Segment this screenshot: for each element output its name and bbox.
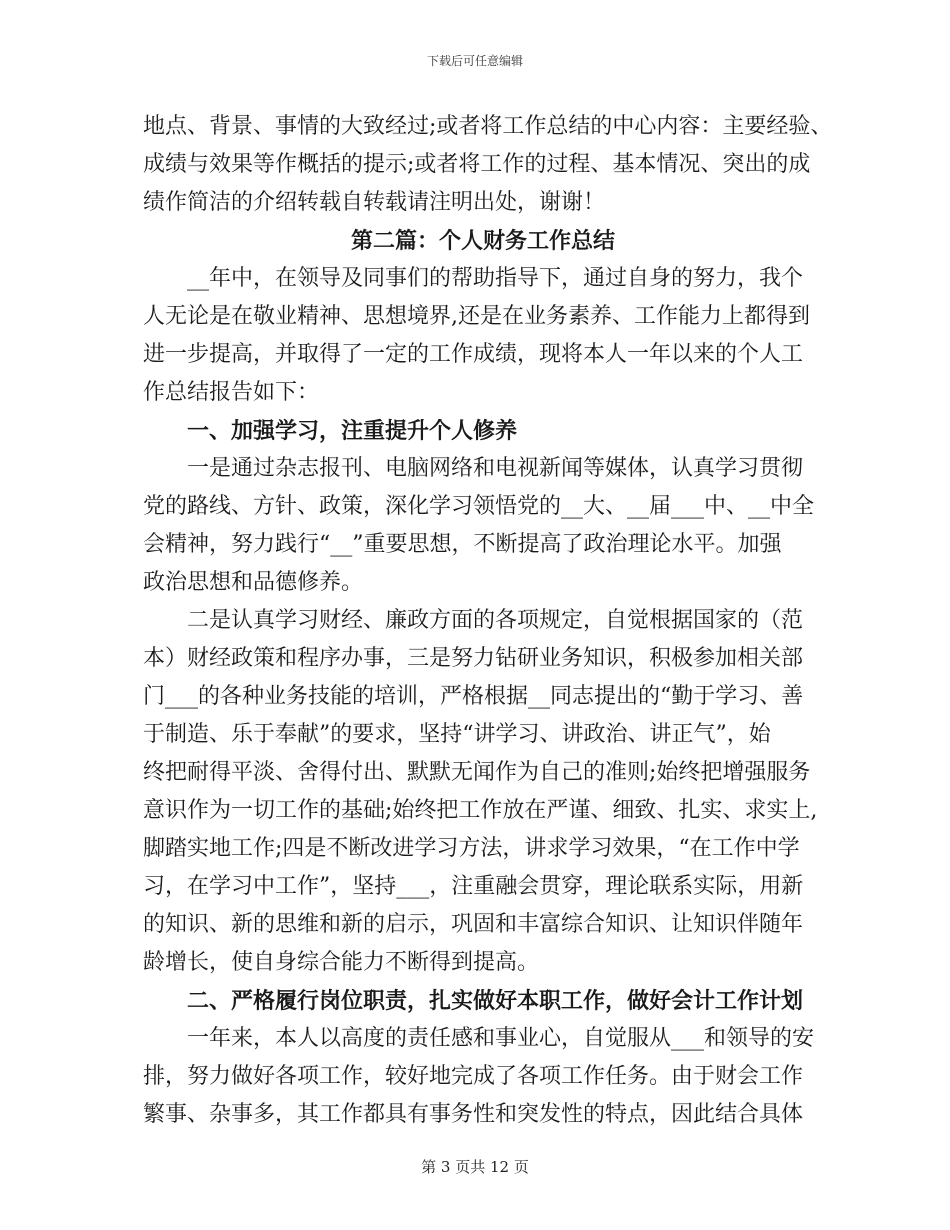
paragraph-line: 党的路线、方针、政策，深化学习领悟党的__大、__届___中、__中全 xyxy=(143,494,815,519)
paragraph-line: 龄增长，使自身综合能力不断得到提高。 xyxy=(143,950,540,975)
page-header: 下载后可任意编辑 xyxy=(426,54,523,68)
paragraph-line: 会精神，努力践行“__”重要思想，不断提高了政治理论水平。加强 xyxy=(143,532,782,557)
subsection-heading: 二、严格履行岗位职责，扎实做好本职工作，做好会计工作计划 xyxy=(187,988,804,1014)
paragraph-line: 一年来，本人以高度的责任感和事业心，自觉服从___和领导的安 xyxy=(187,1026,815,1051)
paragraph-line: 意识作为一切工作的基础;始终把工作放在严谨、细致、扎实、求实上, xyxy=(143,798,818,823)
paragraph-line: 人无论是在敬业精神、思想境界,还是在业务素养、工作能力上都得到 xyxy=(143,304,810,329)
paragraph-line: 排，努力做好各项工作，较好地完成了各项工作任务。由于财会工作 xyxy=(143,1064,804,1089)
paragraph-line: 习，在学习中工作”，坚持___，注重融会贯穿，理论联系实际，用新 xyxy=(143,874,804,899)
paragraph-line: 门___的各种业务技能的培训，严格根据__同志提出的“勤于学习、善 xyxy=(143,684,804,709)
paragraph-line: 本）财经政策和程序办事，三是努力钻研业务知识，积极参加相关部 xyxy=(143,646,804,671)
section-title: 第二篇：个人财务工作总结 xyxy=(350,228,615,254)
paragraph-line: 地点、背景、事情的大致经过;或者将工作总结的中心内容：主要经验、 xyxy=(143,114,833,139)
page-number: 第 3 页共 12 页 xyxy=(421,1158,529,1176)
paragraph-line: 二是认真学习财经、廉政方面的各项规定，自觉根据国家的（范 xyxy=(187,608,804,633)
paragraph-line: __年中，在领导及同事们的帮助指导下，通过自身的努力，我个 xyxy=(187,266,804,291)
paragraph-line: 的知识、新的思维和新的启示，巩固和丰富综合知识、让知识伴随年 xyxy=(143,912,804,937)
paragraph-line: 于制造、乐于奉献”的要求，坚持“讲学习、讲政治、讲正气”，始 xyxy=(143,722,771,747)
paragraph-line: 政治思想和品德修养。 xyxy=(143,570,364,595)
paragraph-line: 进一步提高，并取得了一定的工作成绩，现将本人一年以来的个人工 xyxy=(143,342,804,367)
paragraph-line: 终把耐得平淡、舍得付出、默默无闻作为自己的准则;始终把增强服务 xyxy=(143,760,811,785)
paragraph-line: 繁事、杂事多，其工作都具有事务性和突发性的特点，因此结合具体 xyxy=(143,1102,804,1127)
paragraph-line: 脚踏实地工作;四是不断改进学习方法，讲求学习效果，“在工作中学 xyxy=(143,836,800,861)
document-body xyxy=(143,108,833,1134)
paragraph-line: 成绩与效果等作概括的提示;或者将工作的过程、基本情况、突出的成 xyxy=(143,152,811,177)
paragraph-line: 绩作简洁的介绍转载自转载请注明出处，谢谢！ xyxy=(143,190,606,215)
subsection-heading: 一、加强学习，注重提升个人修养 xyxy=(187,418,518,444)
paragraph-line: 作总结报告如下： xyxy=(143,380,320,405)
paragraph-line: 一是通过杂志报刊、电脑网络和电视新闻等媒体，认真学习贯彻 xyxy=(187,456,804,481)
